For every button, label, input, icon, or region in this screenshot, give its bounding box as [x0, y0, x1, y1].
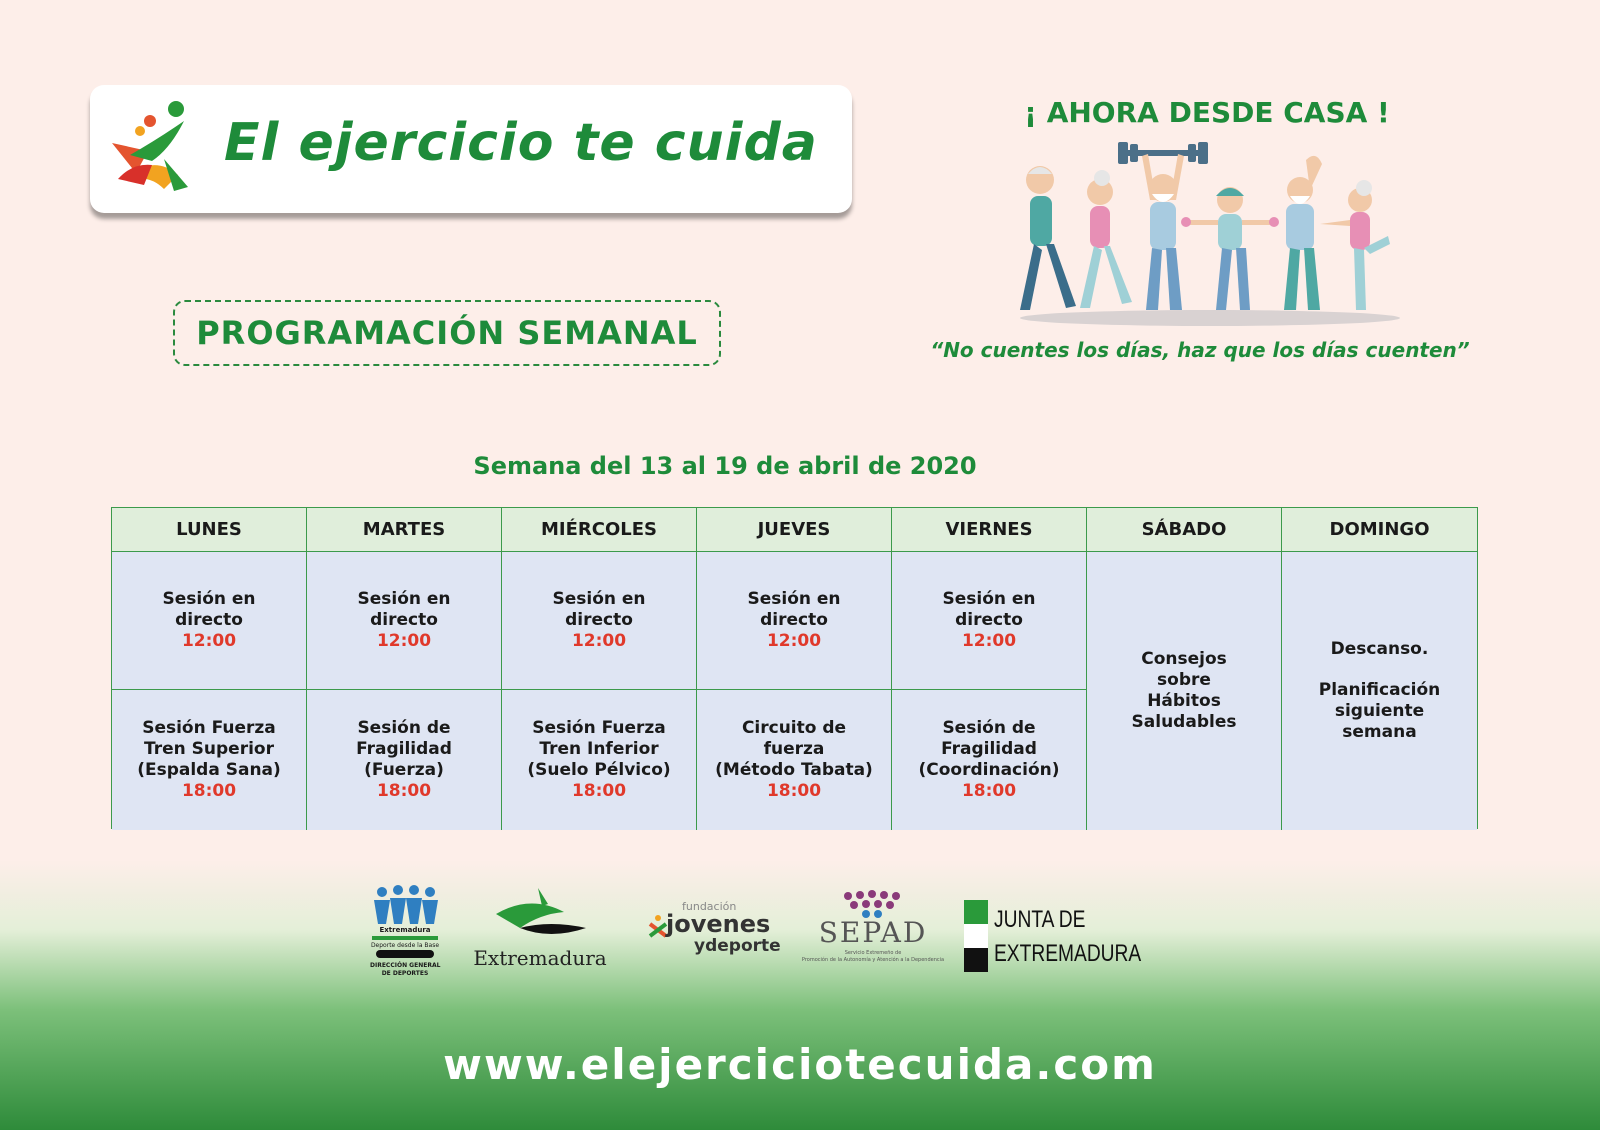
session-cell: [502, 690, 697, 830]
session-line: (Suelo Pélvico): [527, 760, 671, 780]
session-time: 12:00: [961, 631, 1017, 651]
session-cell: [502, 552, 697, 690]
deporte-bar: [372, 936, 438, 940]
session-time: 12:00: [571, 631, 627, 651]
session-text: Sesión en directo: [942, 589, 1036, 630]
session-time: 18:00: [181, 781, 237, 801]
session-time: 12:00: [181, 631, 237, 651]
day-header: LUNES: [112, 508, 307, 552]
day-header: MIÉRCOLES: [502, 508, 697, 552]
deporte-sub2: DE DEPORTES: [381, 970, 429, 977]
hero-title: ¡ AHORA DESDE CASA !: [1024, 96, 1390, 129]
sunday-line: Descanso.: [1330, 639, 1429, 659]
day-header: SÁBADO: [1087, 508, 1282, 552]
session-line: Sesión de: [357, 718, 451, 738]
session-line: (Método Tabata): [715, 760, 873, 780]
session-cell: [892, 552, 1087, 690]
session-line: Tren Inferior: [539, 739, 659, 759]
session-time: 18:00: [961, 781, 1017, 801]
day-header: MARTES: [307, 508, 502, 552]
jovenes-mark-icon: [648, 914, 668, 938]
session-line: Fragilidad: [941, 739, 1037, 759]
people-group-icon: [370, 884, 440, 928]
sunday-cell: [1282, 552, 1477, 830]
session-time: 18:00: [766, 781, 822, 801]
session-line: (Espalda Sana): [137, 760, 281, 780]
session-cell: [892, 690, 1087, 830]
session-line: fuerza: [763, 739, 825, 759]
session-line: Sesión Fuerza: [532, 718, 666, 738]
extremadura-name: Extremadura: [473, 946, 607, 970]
session-cell: [112, 690, 307, 830]
sunday-line: siguiente: [1334, 701, 1425, 721]
deporte-logo: [370, 884, 440, 984]
brand-title: El ejercicio te cuida: [224, 113, 818, 173]
saturday-line: Hábitos: [1147, 691, 1221, 711]
session-text: Sesión en directo: [162, 589, 256, 630]
session-time: 18:00: [571, 781, 627, 801]
session-text: Sesión en directo: [357, 589, 451, 630]
program-title-box: [173, 300, 721, 366]
day-header: JUEVES: [697, 508, 892, 552]
junta-logo: [964, 900, 1154, 974]
session-cell: [307, 690, 502, 830]
jovenes-main: jovenes: [666, 910, 771, 938]
jovenes-top: fundación: [682, 900, 737, 913]
session-text: Sesión en directo: [747, 589, 841, 630]
sponsor-logos: [370, 880, 1150, 990]
deporte-sub1: DIRECCIÓN GENERAL: [370, 962, 441, 969]
saturday-line: sobre: [1157, 670, 1211, 690]
session-time: 12:00: [376, 631, 432, 651]
sepad-logo: [798, 890, 948, 970]
sunday-line: Planificación: [1318, 680, 1441, 700]
session-time: 18:00: [376, 781, 432, 801]
extremadura-map-icon: [376, 950, 434, 958]
jovenes-logo: [638, 900, 788, 960]
session-time: 12:00: [766, 631, 822, 651]
session-cell: [307, 552, 502, 690]
sepad-sub2: Promoción de la Autonomía y Atención a la Dependencia: [801, 957, 945, 963]
session-cell: [112, 552, 307, 690]
jovenes-sub: ydeporte: [694, 936, 781, 956]
session-text: Sesión en directo: [552, 589, 646, 630]
stork-icon: [490, 884, 590, 940]
deporte-tagline: Deporte desde la Base: [370, 942, 440, 949]
junta-flag-black: [964, 948, 988, 972]
weekly-schedule-table: [111, 507, 1478, 829]
day-header: DOMINGO: [1282, 508, 1477, 552]
session-cell: [697, 552, 892, 690]
junta-flag-green: [964, 900, 988, 924]
session-line: Tren Superior: [144, 739, 274, 759]
session-line: Sesión Fuerza: [142, 718, 276, 738]
sepad-name: SEPAD: [818, 916, 928, 949]
week-label: Semana del 13 al 19 de abril de 2020: [473, 452, 977, 480]
session-cell: [697, 690, 892, 830]
saturday-line: Consejos: [1141, 649, 1227, 669]
session-line: (Coordinación): [918, 760, 1060, 780]
session-line: (Fuerza): [364, 760, 444, 780]
saturday-cell: [1087, 552, 1282, 830]
saturday-line: Saludables: [1131, 712, 1237, 732]
runner-logo-icon: [108, 99, 192, 195]
extremadura-logo: [470, 884, 610, 974]
sunday-line: semana: [1342, 722, 1417, 742]
sepad-sub1: Servicio Extremeño de: [844, 950, 902, 956]
motivational-quote: “No cuentes los días, haz que los días cuenten”: [930, 338, 1470, 362]
junta-line2: EXTREMADURA: [994, 940, 1142, 967]
junta-flag-white: [964, 924, 988, 948]
junta-line1: JUNTA DE: [994, 906, 1086, 933]
seniors-exercising-illustration: [1010, 140, 1410, 330]
brand-card: [90, 85, 852, 213]
day-header: VIERNES: [892, 508, 1087, 552]
session-line: Circuito de: [741, 718, 847, 738]
session-line: Sesión de: [942, 718, 1036, 738]
deporte-name: Extremadura: [379, 926, 431, 934]
website-url: www.elejerciciotecuida.com: [443, 1040, 1157, 1089]
session-line: Fragilidad: [356, 739, 452, 759]
program-title: PROGRAMACIÓN SEMANAL: [196, 314, 698, 352]
